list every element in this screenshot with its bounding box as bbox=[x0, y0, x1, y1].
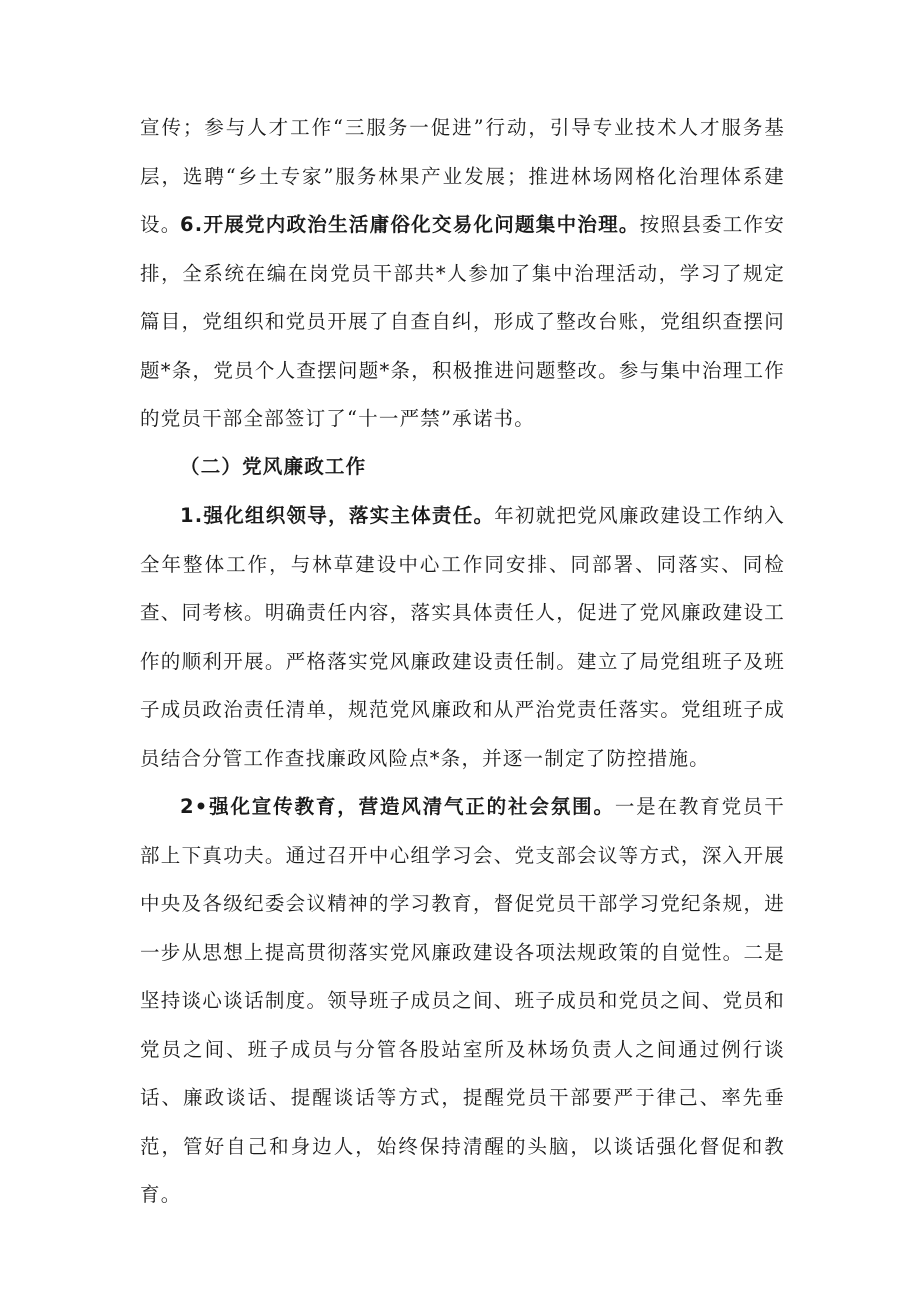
item-2-body: 一是在教育党员干部上下真功夫。通过召开中心组学习会、党支部会议等方式，深入开展中央及各级纪委会议精神的学习教育，督促党员干部学习党纪条规，进一步从思想上提高贯彻落实党风廉政建设各项法规政策的自觉性。二是坚持谈心谈话制度。领导班子成员之间、班子成员和党员之间、党员和党员之间、班子成员与分管各股站室所及林场负责人之间通过例行谈话、廉政谈话、提醒谈话等方式，提醒党员干部要严于律己、率先垂范，管好自己和身边人，始终保持清醒的头脑，以谈话强化督促和教育。 bbox=[140, 795, 785, 1206]
paragraph-item-2 bbox=[140, 783, 785, 1220]
paragraph-intro-text: 宣传；参与人才工作“三服务一促进”行动，引导专业技术人才服务基层，选聘“乡土专家”服务林果产业发展；推进林场网格化治理体系建设。 bbox=[140, 116, 785, 236]
item-1-body: 年初就把党风廉政建设工作纳入全年整体工作，与林草建设中心工作同安排、同部署、同落实、同检查、同考核。明确责任内容，落实具体责任人，促进了党风廉政建设工作的顺利开展。严格落实党风廉政建设责任制。建立了局党组班子及班子成员政治责任清单，规范党风廉政和从严治党责任落实。党组班子成员结合分管工作查找廉政风险点*条，并逐一制定了防控措施。 bbox=[140, 504, 785, 770]
item-6-title: 6.开展党内政治生活庸俗化交易化问题集中治理。 bbox=[180, 213, 640, 236]
paragraph-item-6 bbox=[140, 201, 785, 444]
section-heading: （二）党风廉政工作 bbox=[180, 455, 367, 478]
item-1-title: 1.强化组织领导，落实主体责任。 bbox=[180, 504, 495, 527]
paragraph-item-1 bbox=[140, 492, 785, 783]
item-6-body: 按照县委工作安排，全系统在编在岗党员干部共*人参加了集中治理活动，学习了规定篇目，党组织和党员开展了自查自纠，形成了整改台账，党组织查摆问题*条，党员个人查摆问题*条，积极推进问题整改。参与集中治理工作的党员干部全部签订了“十一严禁”承诺书。 bbox=[140, 213, 786, 430]
item-2-title: 2•强化宣传教育，营造风清气正的社会氛围。 bbox=[180, 795, 615, 818]
